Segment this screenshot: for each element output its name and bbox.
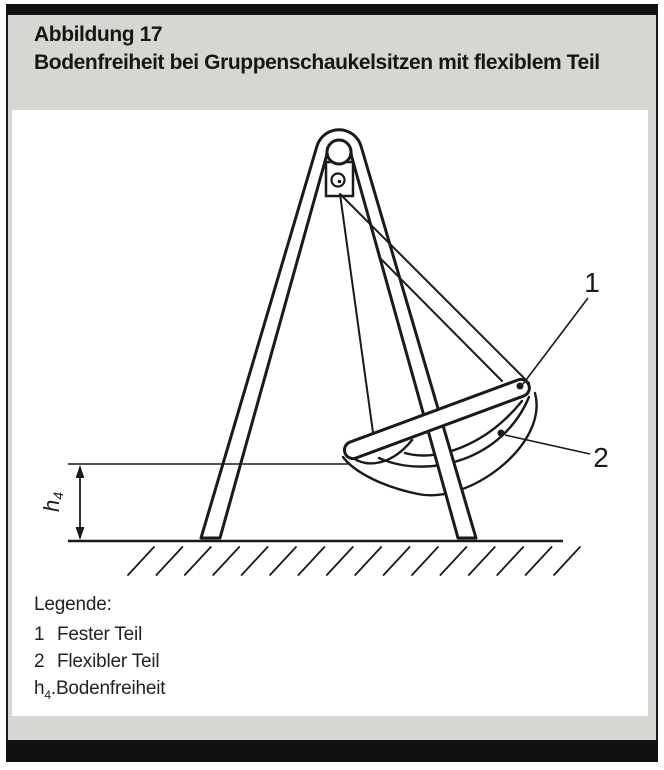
figure-subtitle: Bodenfreiheit bei Gruppenschaukelsitzen mit flexiblem Teil — [34, 51, 600, 74]
drawing-panel — [12, 110, 648, 716]
part-label-2: 2 — [593, 442, 609, 473]
legend-item-2 — [34, 651, 165, 673]
legend-key-2: 2 — [34, 651, 45, 672]
legend-item-h4: $h_4.Bodenfreiheit$ — [34, 678, 166, 702]
ref-dot-2 — [498, 430, 505, 437]
hanger-pin — [338, 180, 342, 184]
part-label-1: 1 — [584, 267, 600, 298]
dimension-arrow-down — [76, 527, 85, 540]
figure-body — [6, 15, 658, 740]
bottom-rule-bar — [6, 740, 658, 762]
dimension-label-h4: h4 — [39, 491, 66, 513]
legend-label-2: Flexibler Teil — [57, 651, 160, 672]
leader-lines — [498, 267, 609, 473]
legend-title: Legende: — [34, 594, 112, 615]
hanger-eye — [332, 174, 345, 187]
ground-hatching — [128, 547, 580, 575]
pulley-assembly — [326, 140, 353, 196]
legend — [34, 594, 165, 706]
legend-key-1: 1 — [34, 624, 45, 645]
pulley-wheel — [327, 140, 351, 164]
dimension-arrow-up — [76, 465, 85, 478]
legend-label-h4: Bodenfreiheit — [55, 678, 166, 699]
legend-label-1: Fester Teil — [57, 624, 143, 645]
figure-title: Abbildung 17 — [34, 23, 163, 46]
top-rule-bar — [6, 4, 658, 15]
figure-17-block — [6, 4, 658, 762]
figure-header — [34, 21, 600, 77]
legend-item-1 — [34, 624, 165, 646]
ground-and-dimension — [39, 464, 580, 575]
